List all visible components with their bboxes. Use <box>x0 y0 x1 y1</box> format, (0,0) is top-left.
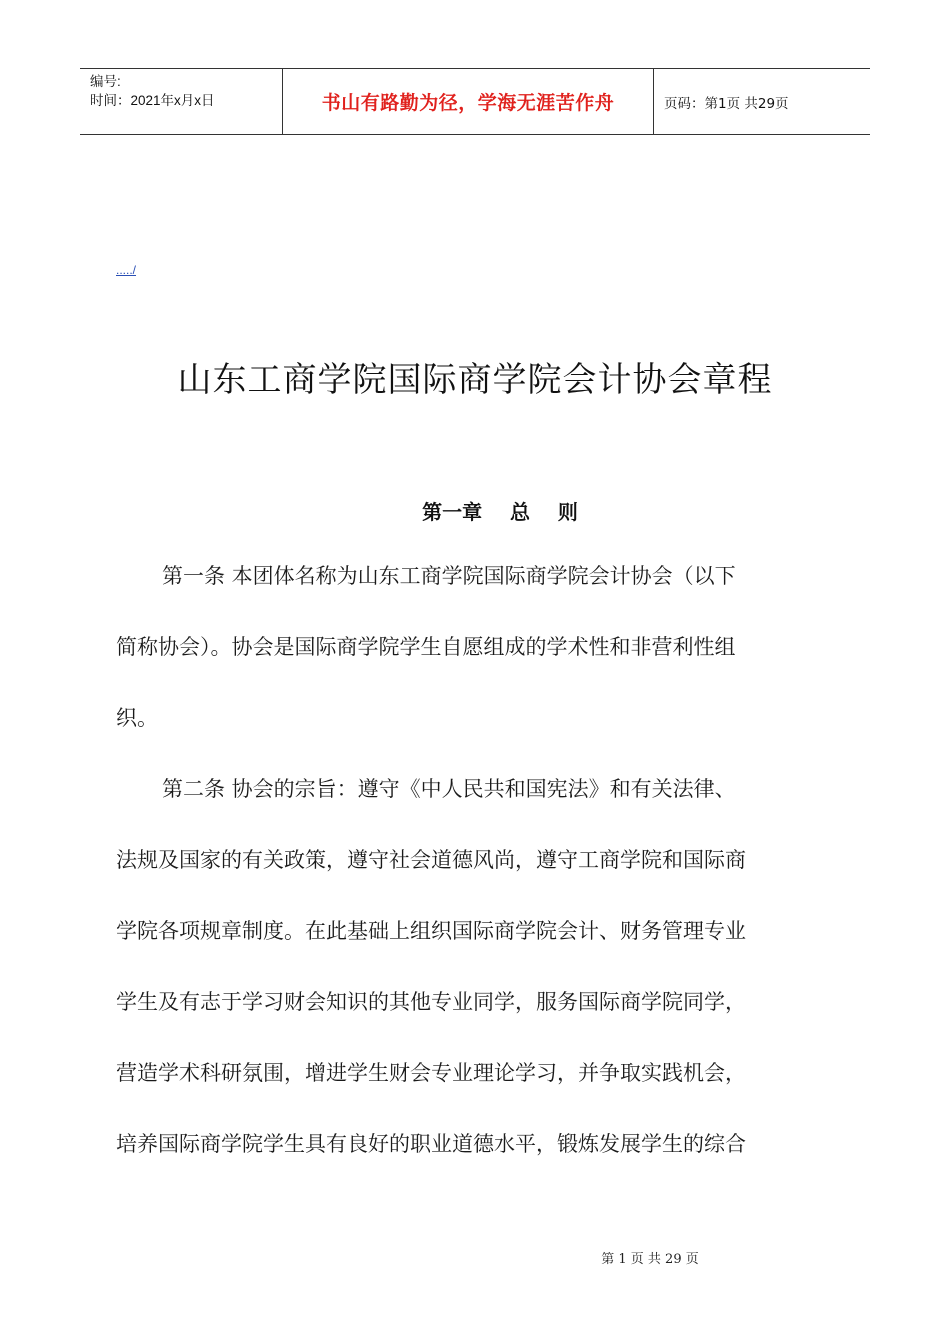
paragraph-line: 学院各项规章制度。在此基础上组织国际商学院会计、财务管理专业 <box>116 919 746 943</box>
paragraph-line: 第一条 本团体名称为山东工商学院国际商学院会计协会（以下 <box>162 564 736 588</box>
paragraph-line: 培养国际商学院学生具有良好的职业道德水平，锻炼发展学生的综合 <box>116 1132 746 1156</box>
header-motto: 书山有路勤为径，学海无涯苦作舟 <box>282 69 654 134</box>
page-header-table <box>80 68 870 135</box>
paragraph-line: 第二条 协会的宗旨：遵守《中人民共和国宪法》和有关法律、 <box>162 777 736 801</box>
chapter-heading: 第一章 总 则 <box>422 500 578 524</box>
article-2-paragraph <box>116 765 846 1168</box>
document-date-label: 时间：2021年x月x日 <box>90 93 215 108</box>
document-title: 山东工商学院国际商学院会计协会章程 <box>177 360 773 400</box>
document-link[interactable]: ...../ <box>116 263 137 277</box>
article-1-paragraph <box>116 552 846 742</box>
paragraph-line: 简称协会）。协会是国际商学院学生自愿组成的学术性和非营利性组 <box>116 635 736 659</box>
header-left-cell <box>80 69 282 134</box>
document-body <box>116 552 846 1191</box>
document-number-label: 编号: <box>90 74 121 89</box>
paragraph-line: 营造学术科研氛围，增进学生财会专业理论学习，并争取实践机会， <box>116 1061 746 1085</box>
paragraph-line: 学生及有志于学习财会知识的其他专业同学，服务国际商学院同学， <box>116 990 746 1014</box>
paragraph-line: 织。 <box>116 706 158 730</box>
page-footer: 第 1 页 共 29 页 <box>601 1252 699 1267</box>
header-page-info: 页码：第1页 共29页 <box>664 95 789 112</box>
paragraph-line: 法规及国家的有关政策，遵守社会道德风尚，遵守工商学院和国际商 <box>116 848 746 872</box>
